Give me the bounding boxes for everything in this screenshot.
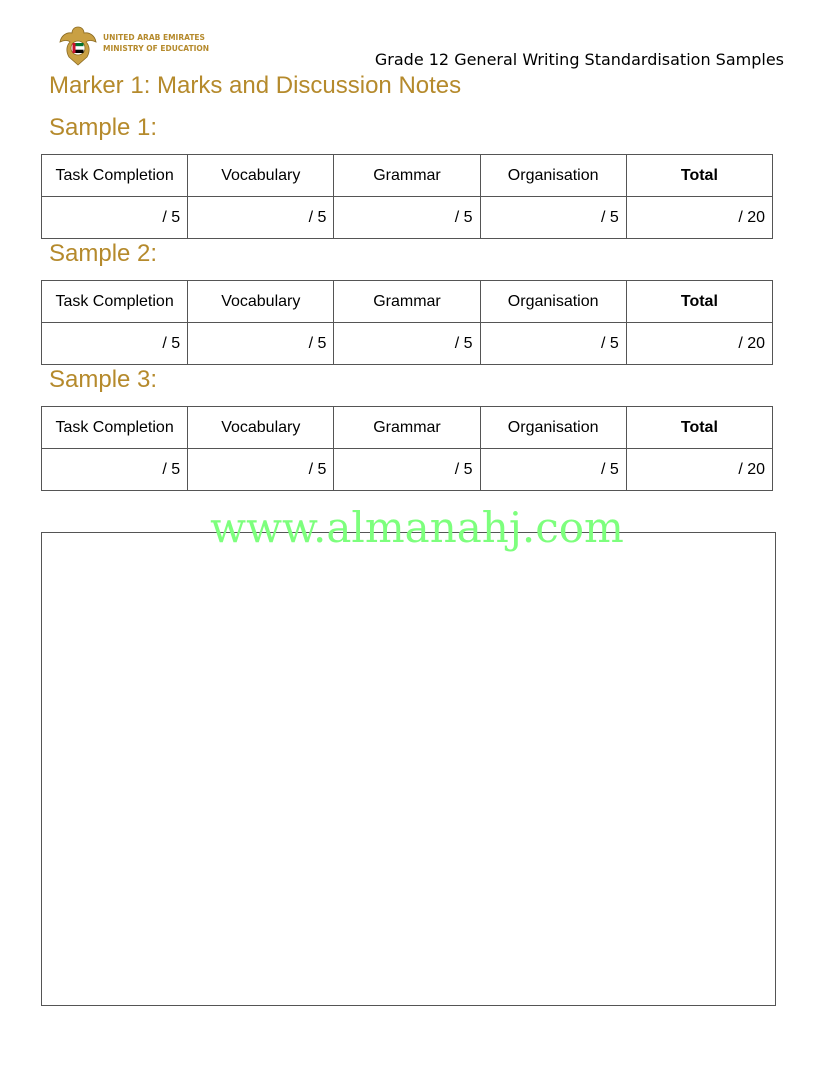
organisation-score-cell[interactable]: / 5 <box>480 197 626 239</box>
watermark: www.almanahj.com <box>210 503 624 552</box>
column-header-grammar: Grammar <box>334 407 480 449</box>
column-header-task-completion: Task Completion <box>42 155 188 197</box>
org-line-2: MINISTRY OF EDUCATION <box>103 44 210 53</box>
column-header-vocabulary: Vocabulary <box>188 407 334 449</box>
vocabulary-score-cell[interactable]: / 5 <box>188 197 334 239</box>
total-score-cell[interactable]: / 20 <box>626 449 772 491</box>
column-header-total: Total <box>626 155 772 197</box>
grammar-score-cell[interactable]: / 5 <box>334 449 480 491</box>
vocabulary-score-cell[interactable]: / 5 <box>188 449 334 491</box>
sample-2-label: Sample 2: <box>49 240 158 267</box>
grammar-score-cell[interactable]: / 5 <box>334 323 480 365</box>
total-score-cell[interactable]: / 20 <box>626 323 772 365</box>
table-row <box>42 323 773 365</box>
sample-2-marks-table <box>41 280 773 365</box>
column-header-grammar: Grammar <box>334 281 480 323</box>
organisation-score-cell[interactable]: / 5 <box>480 449 626 491</box>
sample-3-label: Sample 3: <box>49 366 158 393</box>
column-header-task-completion: Task Completion <box>42 281 188 323</box>
column-header-organisation: Organisation <box>480 281 626 323</box>
organisation-score-cell[interactable]: / 5 <box>480 323 626 365</box>
document-title: Grade 12 General Writing Standardisation Samples <box>374 50 784 69</box>
task-completion-score-cell[interactable]: / 5 <box>42 449 188 491</box>
vocabulary-score-cell[interactable]: / 5 <box>188 323 334 365</box>
uae-emblem-icon <box>58 24 98 68</box>
task-completion-score-cell[interactable]: / 5 <box>42 197 188 239</box>
table-header-row <box>42 155 773 197</box>
column-header-total: Total <box>626 407 772 449</box>
column-header-vocabulary: Vocabulary <box>188 155 334 197</box>
column-header-vocabulary: Vocabulary <box>188 281 334 323</box>
org-line-1: UNITED ARAB EMIRATES <box>103 33 205 42</box>
table-header-row <box>42 281 773 323</box>
column-header-organisation: Organisation <box>480 407 626 449</box>
total-score-cell[interactable]: / 20 <box>626 197 772 239</box>
discussion-notes-box[interactable] <box>41 532 776 1006</box>
column-header-organisation: Organisation <box>480 155 626 197</box>
sample-1-marks-table <box>41 154 773 239</box>
table-header-row <box>42 407 773 449</box>
column-header-total: Total <box>626 281 772 323</box>
column-header-grammar: Grammar <box>334 155 480 197</box>
column-header-task-completion: Task Completion <box>42 407 188 449</box>
page-title: Marker 1: Marks and Discussion Notes <box>49 72 462 99</box>
ministry-logo <box>58 24 208 68</box>
table-row <box>42 197 773 239</box>
table-row <box>42 449 773 491</box>
task-completion-score-cell[interactable]: / 5 <box>42 323 188 365</box>
sample-1-label: Sample 1: <box>49 114 158 141</box>
sample-3-marks-table <box>41 406 773 491</box>
grammar-score-cell[interactable]: / 5 <box>334 197 480 239</box>
